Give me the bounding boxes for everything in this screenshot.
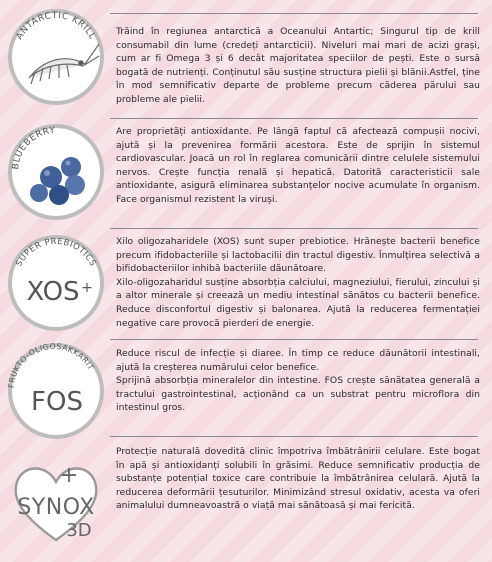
synox-description bbox=[116, 445, 480, 513]
xos-badge-label: SUPER PREBIOTICS bbox=[14, 236, 98, 269]
krill-badge bbox=[5, 6, 107, 108]
blueberry-badge bbox=[5, 121, 107, 223]
section-divider bbox=[110, 339, 478, 340]
synox-heart-icon bbox=[5, 452, 107, 554]
synox-badge bbox=[5, 452, 107, 554]
blueberry-icon bbox=[5, 121, 107, 223]
fos-badge bbox=[5, 340, 107, 442]
synox-badge-plus: + bbox=[59, 463, 79, 488]
section-divider bbox=[110, 13, 478, 14]
section-divider bbox=[110, 436, 478, 437]
section-divider bbox=[110, 228, 478, 229]
krill-icon bbox=[5, 6, 107, 108]
xos-badge-word: XOS bbox=[26, 277, 80, 307]
section-divider bbox=[110, 118, 478, 119]
fos-paragraph: Reduce riscul de infecție și diaree. În timp ce reduce dăunătorii intestinali, ajută la creșterea numărului celor benefice. bbox=[116, 348, 480, 373]
krill-paragraph: Trăind în regiunea antarctică a Oceanului Antartic; Singurul tip de krill consumabil din lume (credeți antarcticii). Niveluri mai mari de acizi grași, cum ar fi Omega 3 și 6 decât majoritatea speciilor de pești. Este o sursă bogată de nutrienți. Conținutul său susține structura pielii și blănii.Astfel, ține în mod semnificativ departe de probleme precum căderea părului sau probleme ale pielii. bbox=[116, 26, 480, 105]
blueberry-badge-label: BLUEBERRY bbox=[11, 125, 57, 171]
synox-paragraph: Protecție naturală dovedită clinic împotriva îmbătrânirii celulare. Este bogat în apă și antioxidanți solubili în grăsimi. Reduce semnificativ producția de substanțe potențial toxice care contribuie la îmbătrânirea celulară. Ajută la reducerea deformării țesuturilor. Minimizând stresul oxidativ, acesta va oferi animalului dumneavoastră o viață mai sănătoasă și mai fericită. bbox=[116, 446, 480, 512]
blueberry-description bbox=[116, 125, 480, 207]
xos-paragraph: Xilo-oligozaharidul susține absorbția calciului, magneziului, fierului, zincului și a altor minerale și creează un mediu intestinal sănătos cu bacterii benefice. Reduce disconfortul digestiv și balonarea. Ajută la reducerea fermentației negative care provocă pierderi de energie. bbox=[116, 276, 480, 329]
krill-badge-label: ANTARCTIC KRILL bbox=[14, 10, 98, 42]
synox-badge-sub: 3D bbox=[66, 520, 92, 541]
xos-paragraph: Xilo oligozaharidele (XOS) sunt super prebiotice. Hrănește bacterii benefice precum ifidobacteriile și lactobacilii din tractul digestiv. Înmulțirea selectivă a bifidobacteriilor inhibă bacteriile dăunătoare. bbox=[116, 236, 480, 275]
fos-badge-word: FOS bbox=[31, 387, 83, 417]
fos-icon bbox=[5, 340, 107, 442]
fos-paragraph: Sprijină absorbția mineralelor din intestine. FOS crește sănătatea generală a tractului gastrointestinal, acționând ca un substrat pentru microflora din intestinul gros. bbox=[116, 375, 480, 414]
blueberry-paragraph: Are proprietăți antioxidante. Pe lângă faptul că afectează compușii nocivi, ajută și la prevenirea formării acestora. Este de sprijin în sistemul cardiovascular. Joacă un rol în reglarea comunicării dintre celulele sistemului nervos. Crește funcția renală și hepatică. Datorită caracteristicii sale antioxidante, asigură eliminarea substanțelor nocive acumulate în organism. Face organismul rezistent la viruși. bbox=[116, 126, 480, 205]
xos-description bbox=[116, 235, 480, 330]
fos-badge-label: FRUKTO-OLIGOSAKKARIT bbox=[6, 341, 96, 389]
krill-description bbox=[116, 25, 480, 107]
xos-badge-plus: + bbox=[81, 280, 93, 296]
fos-description bbox=[116, 347, 480, 415]
synox-badge-word: SYNOX bbox=[17, 495, 95, 520]
xos-icon bbox=[5, 232, 107, 334]
xos-badge bbox=[5, 232, 107, 334]
